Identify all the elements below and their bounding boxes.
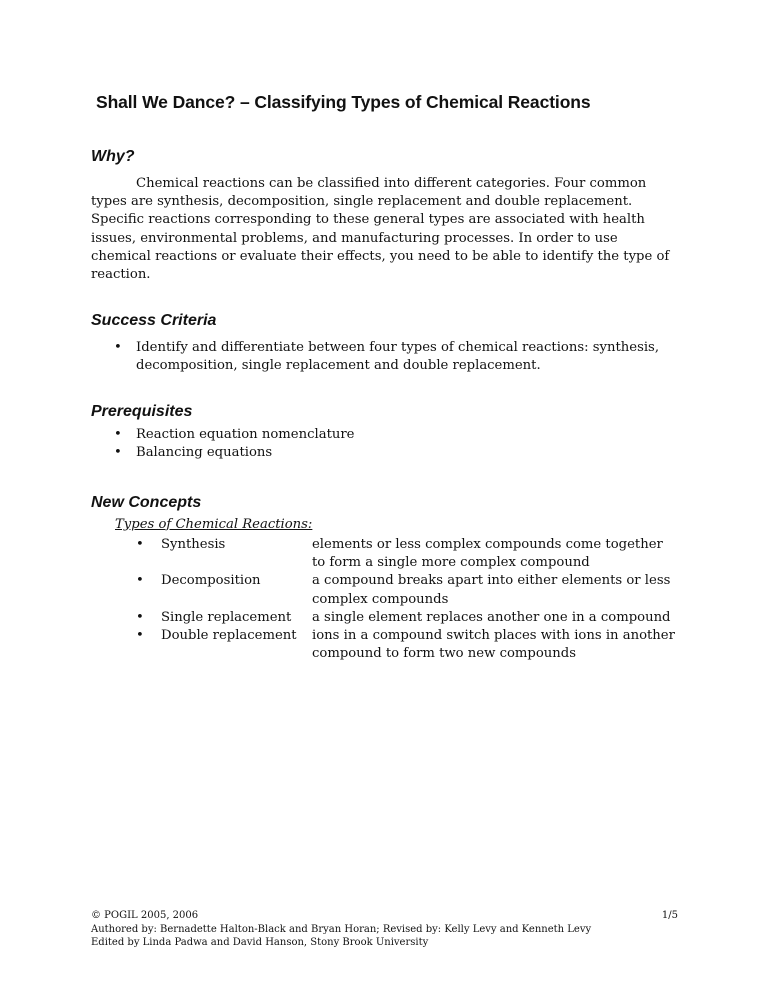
list-item: • Balancing equations [114,444,514,462]
list-item: • Reaction equation nomenclature [114,426,514,444]
reaction-type-row [136,609,696,627]
page-footer [91,909,678,950]
prerequisites-list [114,426,514,462]
success-criteria-list [114,339,689,375]
reaction-type-description: ions in a compound switch places with ions in another compound to form two new compounds [312,628,675,662]
page-number: 1/5 [661,910,678,921]
reaction-type-name: • Double replacement [136,627,312,663]
reaction-type-description: a compound breaks apart into either elements or less complex compounds [312,573,671,607]
why-paragraph: Chemical reactions can be classified into different categories. Four common types are synthesis, decomposition, single replacement and double replacement. Specific reactions corresponding to these general types are associated with health issues, environmental problems, and manufacturing processes. In order to use chemical reactions or evaluate their effects, you need to be able to identify the type of reaction. [91,176,670,283]
prerequisites-heading: Prerequisites [91,403,193,420]
reaction-type-description: a single element replaces another one in a compound [312,609,671,625]
list-item: • Identify and differentiate between four types of chemical reactions: synthesis, decomposition, single replacement and double replacement. [114,339,689,375]
reaction-types-list [136,536,696,663]
footer-top-row [91,909,678,923]
reaction-type-name: • Synthesis [136,536,312,572]
reaction-type-row [136,627,696,663]
reaction-type-row [136,572,696,608]
success-criteria-heading: Success Criteria [91,312,217,329]
authors-line: Authored by: Bernadette Halton-Black and Bryan Horan; Revised by: Kelly Levy and Kenneth Levy [91,923,592,935]
editors-line: Edited by Linda Padwa and David Hanson, Stony Brook University [91,937,429,948]
reaction-type-name: • Single replacement [136,609,312,627]
new-concepts-heading: New Concepts [91,494,202,511]
reaction-type-name: • Decomposition [136,572,312,608]
page-title: Shall We Dance? – Classifying Types of Chemical Reactions [96,92,591,112]
copyright: © POGIL 2005, 2006 [91,910,199,921]
reaction-type-row [136,536,696,572]
reaction-type-description: elements or less complex compounds come together to form a single more complex compound [312,537,663,571]
why-heading: Why? [91,148,135,165]
types-of-reactions-label: Types of Chemical Reactions: [115,517,313,532]
